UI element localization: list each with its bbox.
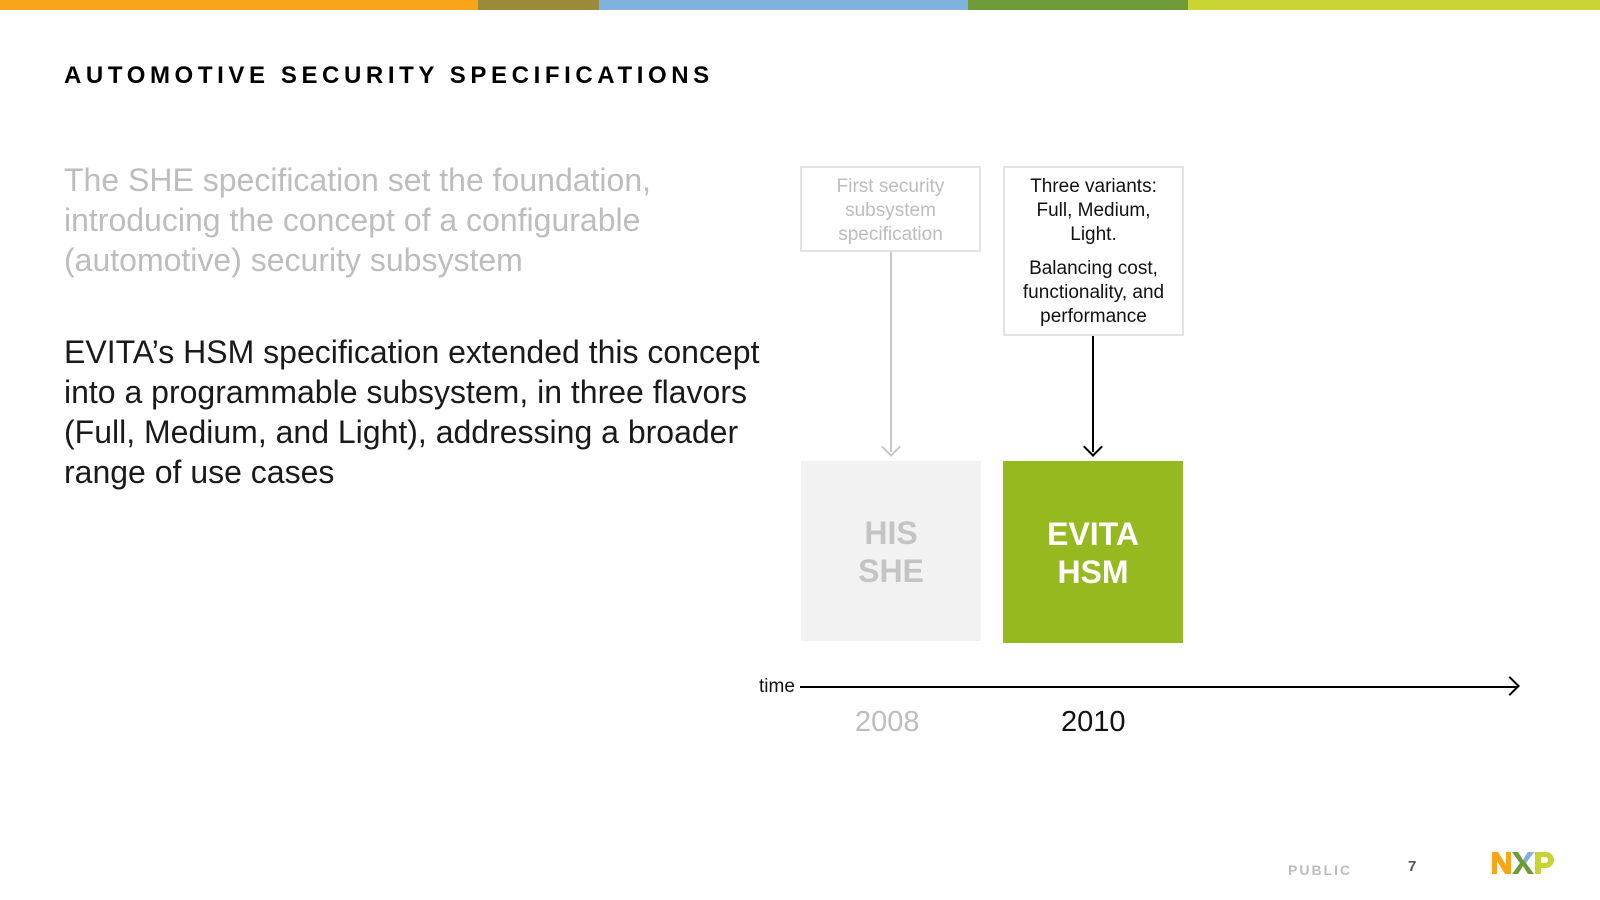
hsm-connector-arrowhead (1083, 437, 1103, 457)
his-she-block-line1: HIS (864, 515, 918, 551)
hsm-note-box (1003, 166, 1184, 336)
top-bar-segment-2 (478, 0, 599, 10)
she-connector-line (890, 252, 892, 452)
hsm-connector-line (1092, 336, 1094, 452)
top-bar-segment-1 (0, 0, 478, 10)
his-she-block (801, 461, 981, 641)
time-axis-label: time (759, 676, 795, 697)
nxp-logo (1492, 850, 1556, 876)
evita-paragraph: EVITA’s HSM specification extended this concept into a programmable subsystem, in three flavors (Full, Medium, and Light), addressing a broader range of use cases (64, 334, 760, 490)
hsm-note-balance: Balancing cost, functionality, and performance (1022, 258, 1165, 327)
evita-hsm-block-line1: EVITA (1047, 516, 1139, 552)
time-axis-line (800, 686, 1518, 688)
evita-hsm-block (1003, 461, 1183, 643)
top-bar-segment-3 (599, 0, 968, 10)
hsm-note-variants: Three variants: Full, Medium, Light. (1030, 176, 1157, 245)
classification-label: PUBLIC (1288, 862, 1353, 878)
his-she-block-line2: SHE (858, 553, 924, 589)
top-bar-segment-5 (1188, 0, 1600, 10)
time-axis-arrowhead (1500, 676, 1520, 696)
top-bar-segment-4 (968, 0, 1188, 10)
year-2008-label: 2008 (855, 706, 920, 738)
evita-hsm-block-line2: HSM (1057, 554, 1129, 590)
she-connector-arrowhead (881, 437, 901, 457)
year-2010-label: 2010 (1061, 706, 1126, 738)
slide-title: AUTOMOTIVE SECURITY SPECIFICATIONS (64, 62, 714, 89)
page-number: 7 (1408, 858, 1417, 875)
intro-paragraph: The SHE specification set the foundation, introducing the concept of a configurable (automotive) security subsystem (64, 162, 652, 278)
she-note-box (800, 166, 981, 252)
she-note-text: First security subsystem specification (836, 176, 945, 245)
